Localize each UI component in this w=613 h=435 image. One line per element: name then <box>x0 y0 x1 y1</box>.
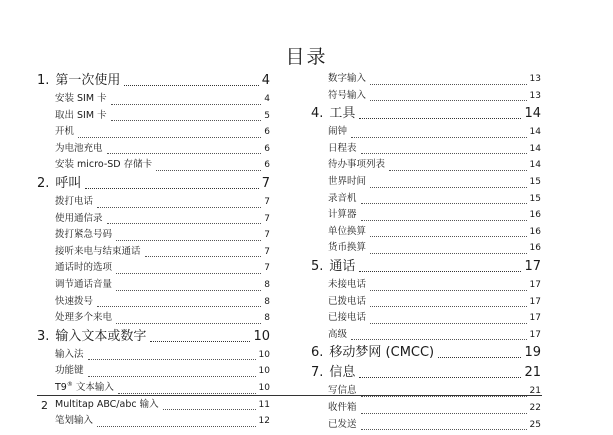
chapter-label: 通话 <box>329 258 356 274</box>
chapter-label: 工具 <box>329 106 356 122</box>
section-page: 17 <box>529 296 541 307</box>
toc-section-entry <box>37 108 270 125</box>
dot-leader <box>351 137 527 138</box>
section-page: 8 <box>264 296 270 307</box>
toc-section-entry <box>311 294 541 311</box>
dot-leader <box>88 359 256 360</box>
section-label: 处理多个来电 <box>55 312 113 324</box>
section-page: 22 <box>529 402 541 413</box>
toc-section-entry <box>311 191 541 208</box>
toc-chapter-entry <box>311 343 541 363</box>
dot-leader <box>370 323 527 324</box>
chapter-page: 10 <box>253 328 270 344</box>
chapter-title <box>311 257 355 277</box>
toc-section-entry <box>311 174 541 191</box>
section-page: 13 <box>529 74 541 84</box>
section-label-rest: 文本输入 <box>72 381 114 393</box>
toc-left-column <box>37 71 270 430</box>
section-page: 14 <box>529 143 541 154</box>
toc-section-entry <box>311 417 541 434</box>
section-label: 已发送 <box>328 418 357 430</box>
dot-leader <box>111 104 262 105</box>
toc-section-entry <box>37 347 270 364</box>
chapter-label: 信息 <box>329 365 356 381</box>
section-label: 写信息 <box>328 385 357 397</box>
section-page: 13 <box>529 90 541 101</box>
section-label: 为电池充电 <box>55 142 103 154</box>
toc-chapter-entry <box>311 257 541 277</box>
page-title: 目录 <box>285 46 328 68</box>
chapter-title <box>37 71 120 91</box>
chapter-title <box>37 174 81 194</box>
section-label: 已接电话 <box>328 312 367 324</box>
section-label: 拨打紧急号码 <box>55 229 113 241</box>
section-label: 未接电话 <box>328 278 367 290</box>
toc-section-entry <box>311 240 541 257</box>
toc-chapter-entry <box>37 174 270 194</box>
section-label: 收件箱 <box>328 401 357 413</box>
dot-leader <box>150 341 250 342</box>
section-page: 15 <box>529 193 541 204</box>
toc-section-entry <box>311 310 541 327</box>
dot-leader <box>107 153 262 154</box>
section-label: 货币换算 <box>328 242 367 254</box>
dot-leader <box>361 203 527 204</box>
section-page: 10 <box>258 382 270 393</box>
chapter-title <box>311 363 355 383</box>
dot-leader <box>389 170 527 171</box>
chapter-label: 输入文本或数字 <box>55 328 147 344</box>
section-label: 输入法 <box>55 348 84 360</box>
dot-leader <box>118 393 256 394</box>
section-label: 拨打电话 <box>55 195 94 207</box>
toc-section-entry <box>311 383 541 400</box>
section-page: 10 <box>258 366 270 377</box>
section-page: 16 <box>529 210 541 221</box>
section-label: 使用通信录 <box>55 212 103 224</box>
chapter-number: 1. <box>37 73 50 88</box>
toc-section-entry <box>311 327 541 344</box>
section-page: 5 <box>264 110 270 121</box>
toc-section-entry <box>311 124 541 141</box>
section-label: 取出 SIM 卡 <box>55 109 107 121</box>
toc-section-entry <box>37 260 270 277</box>
section-page: 11 <box>258 399 270 410</box>
dot-leader <box>107 223 262 224</box>
dot-leader <box>359 271 521 272</box>
section-page: 15 <box>529 176 541 187</box>
dot-leader <box>88 376 256 377</box>
dot-leader <box>78 137 261 138</box>
chapter-page: 19 <box>524 345 541 361</box>
toc-chapter-entry <box>37 71 270 91</box>
section-label-main: T9 <box>55 381 67 393</box>
section-label: 待办事项列表 <box>328 159 386 171</box>
dot-leader <box>438 357 521 358</box>
toc-right-column <box>311 71 541 433</box>
section-label: 通话时的选项 <box>55 262 113 274</box>
chapter-number: 6. <box>311 345 324 361</box>
chapter-page: 7 <box>261 175 270 191</box>
toc-section-entry <box>37 244 270 261</box>
toc-section-entry <box>37 157 270 174</box>
dot-leader <box>116 323 261 324</box>
section-label: 高级 <box>328 328 348 340</box>
toc-section-entry <box>37 91 270 108</box>
section-page: 8 <box>264 313 270 324</box>
dot-leader <box>370 236 527 237</box>
dot-leader <box>361 153 527 154</box>
dot-leader <box>370 100 527 101</box>
section-page: 17 <box>529 313 541 324</box>
section-label: 笔划输入 <box>55 415 94 427</box>
toc-section-entry <box>311 88 541 105</box>
section-page: 17 <box>529 329 541 340</box>
section-page: 16 <box>529 226 541 237</box>
dot-leader <box>97 306 261 307</box>
section-page: 7 <box>264 213 270 224</box>
section-label: 接听来电与结束通话 <box>55 245 141 257</box>
chapter-number: 7. <box>311 365 324 381</box>
toc-section-entry <box>311 277 541 294</box>
section-label: 安装 SIM 卡 <box>55 93 107 104</box>
chapter-label: 第一次使用 <box>55 73 121 88</box>
toc-section-entry <box>37 277 270 294</box>
dot-leader <box>370 253 527 254</box>
section-page: 14 <box>529 160 541 171</box>
toc-section-entry <box>311 157 541 174</box>
section-page: 12 <box>258 416 270 427</box>
section-label: 符号输入 <box>328 89 367 101</box>
dot-leader <box>116 273 261 274</box>
section-label: 调节通话音量 <box>55 278 113 290</box>
dot-leader <box>370 306 527 307</box>
section-page: 10 <box>258 349 270 360</box>
dot-leader <box>370 290 527 291</box>
chapter-number: 2. <box>37 175 50 191</box>
toc-chapter-entry <box>311 104 541 124</box>
section-page: 6 <box>264 143 270 154</box>
toc-section-entry <box>311 141 541 158</box>
chapter-title <box>37 327 146 347</box>
chapter-number: 5. <box>311 258 324 274</box>
toc-section-entry <box>37 124 270 141</box>
dot-leader <box>116 290 261 291</box>
section-label: 功能键 <box>55 365 84 377</box>
chapter-label: 移动梦网 (CMCC) <box>329 345 435 361</box>
dot-leader <box>124 85 258 86</box>
dot-leader <box>370 187 527 188</box>
toc-chapter-entry <box>37 327 270 347</box>
section-label: Multitap ABC/abc 输入 <box>55 398 159 410</box>
registered-mark: ® <box>66 380 73 388</box>
section-page: 21 <box>529 386 541 397</box>
section-page: 7 <box>264 246 270 257</box>
dot-leader <box>145 256 262 257</box>
section-page: 8 <box>264 279 270 290</box>
page-number: 2 <box>41 399 48 412</box>
dot-leader <box>359 377 521 378</box>
chapter-page: 17 <box>524 258 541 274</box>
section-label: 闹钟 <box>328 126 348 138</box>
chapter-number: 3. <box>37 328 50 344</box>
dot-leader <box>359 118 521 119</box>
section-label: 世界时间 <box>328 175 367 187</box>
chapter-title <box>311 343 434 363</box>
dot-leader <box>370 84 527 85</box>
section-page: 7 <box>264 230 270 241</box>
toc-section-entry <box>311 224 541 241</box>
toc-section-entry <box>37 294 270 311</box>
toc-section-entry <box>37 397 270 414</box>
section-page: 14 <box>529 127 541 138</box>
toc-section-entry <box>37 211 270 228</box>
toc-section-entry <box>37 380 270 397</box>
section-page: 6 <box>264 127 270 138</box>
section-label: 开机 <box>55 126 75 138</box>
dot-leader <box>361 429 527 430</box>
toc-section-entry <box>311 400 541 417</box>
toc-section-entry <box>37 363 270 380</box>
dot-leader <box>361 396 527 397</box>
section-label: 已拨电话 <box>328 295 367 307</box>
toc-section-entry <box>311 207 541 224</box>
chapter-number: 4. <box>311 106 324 122</box>
dot-leader <box>97 207 261 208</box>
section-label: 数字输入 <box>328 73 367 84</box>
section-page: 25 <box>529 419 541 430</box>
toc-section-entry <box>37 141 270 158</box>
chapter-title <box>311 104 355 124</box>
dot-leader <box>97 426 256 427</box>
chapter-label: 呼叫 <box>55 175 82 191</box>
section-page: 17 <box>529 279 541 290</box>
section-page: 7 <box>264 196 270 207</box>
dot-leader <box>351 339 527 340</box>
toc-section-entry <box>37 227 270 244</box>
section-page: 4 <box>264 94 270 104</box>
section-page: 6 <box>264 160 270 171</box>
section-label: 录音机 <box>328 192 357 204</box>
toc-section-entry <box>311 71 541 88</box>
toc-section-entry <box>37 413 270 430</box>
section-label: 快速拨号 <box>55 295 94 307</box>
dot-leader <box>85 188 258 189</box>
dot-leader <box>156 170 261 171</box>
section-page: 7 <box>264 263 270 274</box>
toc-section-entry <box>37 310 270 327</box>
dot-leader <box>116 240 261 241</box>
section-label <box>55 380 114 397</box>
chapter-page: 21 <box>524 365 541 381</box>
footer-divider <box>37 395 542 396</box>
dot-leader <box>163 409 256 410</box>
toc-section-entry <box>37 194 270 211</box>
chapter-page: 4 <box>261 73 270 88</box>
section-label: 安装 micro-SD 存储卡 <box>55 159 153 171</box>
section-label: 计算器 <box>328 209 357 221</box>
section-label: 单位换算 <box>328 225 367 237</box>
dot-leader <box>111 120 262 121</box>
section-page: 16 <box>529 243 541 254</box>
section-label: 日程表 <box>328 142 357 154</box>
dot-leader <box>361 220 527 221</box>
toc-chapter-entry <box>311 363 541 383</box>
dot-leader <box>361 413 527 414</box>
chapter-page: 14 <box>524 106 541 122</box>
